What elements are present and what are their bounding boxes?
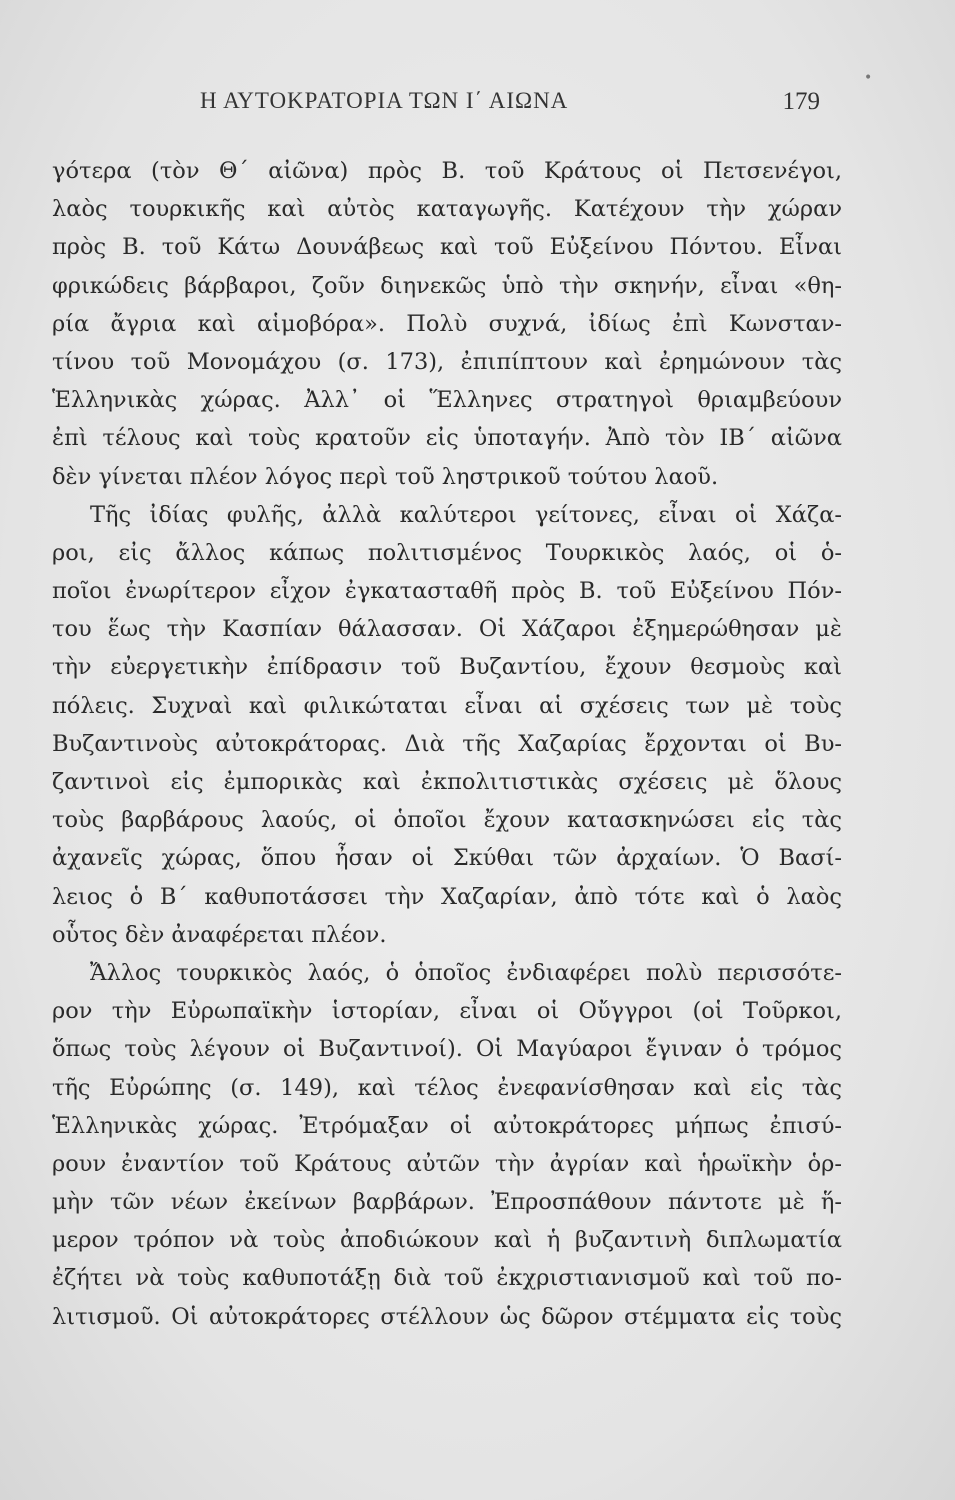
body-text [52, 152, 842, 1374]
text-line: Ἑλληνικὰς χώρας. Ἐτρόμαξαν οἱ αὐτοκράτορες μήπως ἐπισύ- [52, 1112, 842, 1139]
running-title: Η ΑΥΤΟΚΡΑΤΟΡΙΑ ΤΩΝ Ι΄ ΑΙΩΝΑ [200, 88, 569, 113]
scan-speck: • [864, 70, 873, 86]
text-line: Βυζαντινοὺς αὐτοκράτορας. Διὰ τῆς Χαζαρίας ἔρχονται οἱ Βυ- [52, 730, 842, 757]
text-line: ρία ἄγρια καὶ αἱμοβόρα». Πολὺ συχνά, ἰδίως ἐπὶ Κωνσταν- [52, 310, 842, 337]
text-line: του ἕως τὴν Κασπίαν θάλασσαν. Οἱ Χάζαροι ἐξημερώθησαν μὲ [52, 616, 842, 643]
text-line: πόλεις. Συχναὶ καὶ φιλικώταται εἶναι αἱ σχέσεις των μὲ τοὺς [52, 692, 842, 719]
text-line: ποῖοι ἐνωρίτερον εἶχον ἐγκατασταθῆ πρὸς Β. τοῦ Εὐξείνου Πόν- [52, 578, 842, 605]
text-line: ρουν ἐναντίον τοῦ Κράτους αὐτῶν τὴν ἀγρίαν καὶ ἡρωϊκὴν ὁρ- [52, 1150, 842, 1177]
text-line: ζαντινοὶ εἰς ἐμπορικὰς καὶ ἐκπολιτιστικὰς σχέσεις μὲ ὅλους [52, 769, 842, 795]
text-line: λαὸς τουρκικῆς καὶ αὐτὸς καταγωγῆς. Κατέχουν τὴν χώραν [52, 196, 842, 223]
text-line: τοὺς βαρβάρους λαούς, οἱ ὁποῖοι ἔχουν κατασκηνώσει εἰς τὰς [52, 807, 842, 834]
text-line: γότερα (τὸν Θ΄ αἰῶνα) πρὸς Β. τοῦ Κράτους οἱ Πετσενέγοι, [52, 158, 842, 184]
text-line: μὴν τῶν νέων ἐκείνων βαρβάρων. Ἐπροσπάθουν πάντοτε μὲ ἥ- [52, 1189, 842, 1216]
text-line: Ἑλληνικὰς χώρας. Ἀλλ᾽ οἱ Ἕλληνες στρατηγοὶ θριαμβεύουν [52, 387, 842, 414]
text-line: λειος ὁ Β΄ καθυποτάσσει τὴν Χαζαρίαν, ἀπὸ τότε καὶ ὁ λαὸς [52, 883, 842, 910]
text-line: δὲν γίνεται πλέον λόγος περὶ τοῦ ληστρικοῦ τούτου λαοῦ. [52, 463, 719, 490]
text-line: τίνου τοῦ Μονομάχου (σ. 173), ἐπιπίπτουν καὶ ἐρημώνουν τὰς [52, 348, 842, 375]
text-line: ροι, εἰς ἄλλος κάπως πολιτισμένος Τουρκικὸς λαός, οἱ ὁ- [52, 539, 842, 566]
text-line: ρον τὴν Εὐρωπαϊκὴν ἱστορίαν, εἶναι οἱ Οὔγγροι (οἱ Τοῦρκοι, [52, 998, 842, 1025]
text-line: μερον τρόπον νὰ τοὺς ἀποδιώκουν καὶ ἡ βυζαντινὴ διπλωματία [52, 1227, 842, 1254]
text-line: ὅπως τοὺς λέγουν οἱ Βυζαντινοί). Οἱ Μαγύαροι ἔγιναν ὁ τρόμος [52, 1036, 842, 1063]
page-header [200, 88, 820, 128]
text-line: Τῆς ἰδίας φυλῆς, ἀλλὰ καλύτεροι γείτονες, εἶναι οἱ Χάζα- [90, 501, 842, 528]
text-line: ἐζήτει νὰ τοὺς καθυποτάξῃ διὰ τοῦ ἐκχριστιανισμοῦ καὶ τοῦ πο- [52, 1265, 842, 1292]
text-line: οὗτος δὲν ἀναφέρεται πλέον. [52, 921, 387, 948]
text-line: τὴν εὐεργετικὴν ἐπίδρασιν τοῦ Βυζαντίου, ἔχουν θεσμοὺς καὶ [52, 654, 842, 681]
text-line [52, 1336, 842, 1374]
text-line: Ἄλλος τουρκικὸς λαός, ὁ ὁποῖος ἐνδιαφέρει πολὺ περισσότε- [90, 959, 842, 986]
text-line: λιτισμοῦ. Οἱ αὐτοκράτορες στέλλουν ὡς δῶρον στέμματα εἰς τοὺς [52, 1303, 842, 1330]
text-line: ἐπὶ τέλους καὶ τοὺς κρατοῦν εἰς ὑποταγήν. Ἀπὸ τὸν ΙΒ΄ αἰῶνα [52, 425, 842, 452]
page-number: 179 [782, 88, 820, 115]
text-line: πρὸς Β. τοῦ Κάτω Δουνάβεως καὶ τοῦ Εὐξείνου Πόντου. Εἶναι [52, 234, 842, 261]
text-line: ἀχανεῖς χώρας, ὅπου ἦσαν οἱ Σκύθαι τῶν ἀρχαίων. Ὁ Βασί- [52, 845, 842, 872]
text-line: φρικώδεις βάρβαροι, ζοῦν διηνεκῶς ὑπὸ τὴν σκηνήν, εἶναι «θη- [52, 272, 842, 299]
text-line: τῆς Εὐρώπης (σ. 149), καὶ τέλος ἐνεφανίσθησαν καὶ εἰς τὰς [52, 1074, 842, 1101]
